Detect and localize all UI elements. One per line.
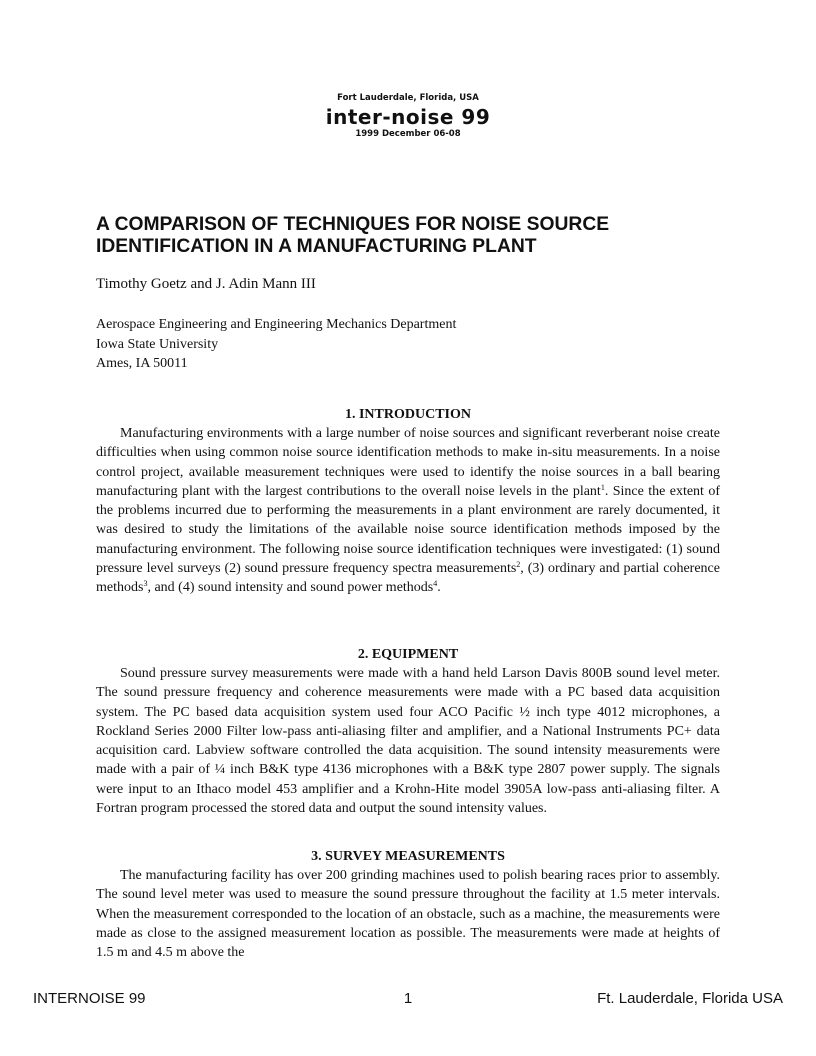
affiliation-university: Iowa State University — [96, 336, 219, 352]
text-run: Sound pressure survey measurements were made with a hand held Larson Davis 800B sound level meter. The sound pressure frequency and coherence measurements were made with a PC based data acquisition system. The PC based data acquisition system used four ACO Pacific ½ inch type 4012 microphones, a Rockland Series 2000 Filter low-pass anti-aliasing filter and amplifier, and a National Instruments PC+ data acquisition card. Labview software controlled the data acquisition. The sound intensity measurements were made with a pair of ¼ inch B&K type 4136 microphones with a B&K type 2807 power supply. The signals were input to an Ithaco model 453 amplifier and a Krohn-Hite model 3905A low-pass anti-aliasing filter. A Fortran program processed the stored data and output the sound intensity values. — [96, 666, 720, 817]
citation-marker: 1 — [600, 482, 605, 492]
text-run: . Since the extent of the problems incurred due to performing the measurements in a plant environment are rarely documented, it was desired to study the limitations of the available noise source identification methods imposed by the manufacturing environment. The following noise source identification techniques were investigated: (1) sound pressure level surveys (2) sound pressure frequency spectra measurements — [96, 483, 721, 577]
page-footer — [33, 990, 783, 1010]
text-run: . — [437, 580, 441, 596]
text-run: , (3) ordinary and partial coherence methods — [96, 561, 720, 596]
section-body — [96, 866, 720, 962]
section-survey-measurements — [96, 847, 720, 962]
conference-location: Fort Lauderdale, Florida, USA — [337, 93, 479, 103]
footer-conference: INTERNOISE 99 — [33, 990, 146, 1007]
citation-marker: 2 — [516, 560, 521, 570]
section-body — [96, 424, 720, 598]
section-heading: 1. INTRODUCTION — [344, 407, 471, 422]
footer-location: Ft. Lauderdale, Florida USA — [597, 990, 783, 1007]
citation-marker: 4 — [433, 579, 438, 589]
conference-dates: 1999 December 06-08 — [355, 128, 461, 139]
text-run: , and (4) sound intensity and sound power methods — [147, 580, 434, 596]
section-heading: 3. SURVEY MEASUREMENTS — [311, 849, 505, 864]
text-run: Manufacturing environments with a large number of noise sources and significant reverberant noise create difficulties when using common noise source identification methods to make in-situ measurements. In a noise control project, available measurement techniques were used to identify the noise sources in a ball bearing manufacturing plant with the largest contributions to the overall noise levels in the plant — [96, 426, 720, 499]
affiliation-city: Ames, IA 50011 — [96, 356, 188, 371]
citation-marker: 3 — [143, 579, 148, 589]
conference-header — [0, 94, 816, 138]
section-introduction — [96, 405, 720, 598]
affiliation — [96, 315, 456, 374]
affiliation-department: Aerospace Engineering and Engineering Mechanics Department — [96, 317, 457, 332]
section-body — [96, 664, 720, 818]
paper-title: A COMPARISON OF TECHNIQUES FOR NOISE SOURCE IDENTIFICATION IN A MANUFACTURING PLANT — [96, 214, 610, 257]
section-equipment — [96, 645, 720, 818]
conference-logo: inter-noise 99 — [325, 104, 491, 129]
page-number: 1 — [403, 990, 413, 1007]
text-run: The manufacturing facility has over 200 grinding machines used to polish bearing races prior to assembly. The sound level meter was used to measure the sound pressure throughout the facility at 1.5 meter intervals. When the measurement corresponded to the location of an obstacle, such as a machine, the measurements were made as close to the assigned measurement location as possible. The measurements were made at heights of 1.5 m and 4.5 m above the — [96, 868, 720, 961]
section-heading: 2. EQUIPMENT — [357, 647, 459, 662]
authors: Timothy Goetz and J. Adin Mann III — [96, 276, 316, 292]
